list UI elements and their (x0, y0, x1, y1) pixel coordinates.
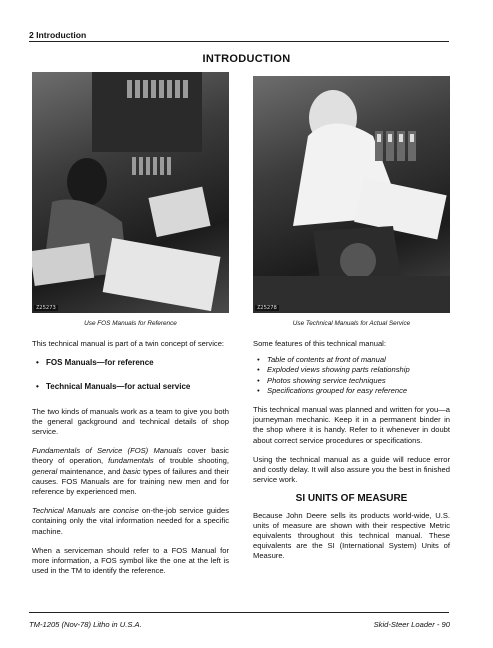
technical-manuals-paragraph: Technical Manuals are concise on-the-job service guides containing only the vital information needed for a specific machine. (32, 506, 229, 536)
fos-manuals-paragraph: Fundamentals of Service (FOS) Manuals cover basic theory of operation, fundamentals of trouble shooting, general maintenance, and basic types of failures and their causes. FOS Manuals are for training new men and for reference by experienced men. (32, 446, 229, 497)
fos-symbol-note: When a serviceman should refer to a FOS Manual for more information, a FOS symbol like the one at the left is used in the TM to identify the reference. (32, 545, 229, 576)
right-intro: Some features of this technical manual: (253, 339, 386, 348)
page-title: INTRODUCTION (202, 53, 291, 65)
technical-manuals-photo (253, 76, 450, 313)
right-column (253, 339, 450, 571)
footer-rule (29, 612, 449, 613)
si-units-paragraph: Because John Deere sells its products world-wide, U.S. units of measure are shown with their respective Metric equivalents throughout this technical manual. These equivalents are the SI (International System) Units of Measure. (253, 510, 450, 561)
header-rule (29, 41, 449, 42)
si-units-heading: SI UNITS OF MEASURE (295, 493, 408, 505)
twin-concept-list (32, 358, 229, 392)
features-list (253, 355, 450, 396)
list-item: • Table of contents at front of manual (257, 355, 386, 365)
right-photo-caption: Use Technical Manuals for Actual Service (292, 320, 411, 327)
list-item: • Exploded views showing parts relationship (257, 365, 410, 375)
left-intro: This technical manual is part of a twin concept of service: (32, 339, 225, 348)
footer-right: Skid-Steer Loader - 90 (373, 620, 450, 629)
reduce-error-paragraph: Using the technical manual as a guide will reduce error and costly delay. It will also assure you the best in finished service work. (253, 454, 450, 485)
list-item: • Photos showing service techniques (257, 375, 386, 385)
fos-manuals-photo (32, 72, 229, 313)
list-item: • FOS Manuals—for reference (36, 358, 154, 368)
photo-id-label: Z25278 (257, 305, 277, 311)
manuals-team-paragraph: The two kinds of manuals work as a team to give you both the general gackground and technical details of shop service. (32, 406, 229, 437)
left-column (32, 339, 229, 585)
photo-illustration (253, 76, 450, 313)
journeyman-paragraph: This technical manual was planned and written for you—a journeyman mechanic. Keep it in a permanent binder in the shop where it is handy. Refer to it whenever in doubt about correct service procedures or specifications. (253, 405, 450, 445)
page-header: 2 Introduction (29, 30, 87, 40)
photo-illustration (32, 72, 229, 313)
footer-left: TM-1205 (Nov-78) Litho in U.S.A. (29, 620, 142, 629)
left-photo-caption: Use FOS Manuals for Reference (84, 320, 177, 327)
list-item: • Technical Manuals—for actual service (36, 382, 191, 392)
list-item: • Specifications grouped for easy reference (257, 385, 408, 395)
photo-id-label: Z25273 (36, 305, 56, 311)
